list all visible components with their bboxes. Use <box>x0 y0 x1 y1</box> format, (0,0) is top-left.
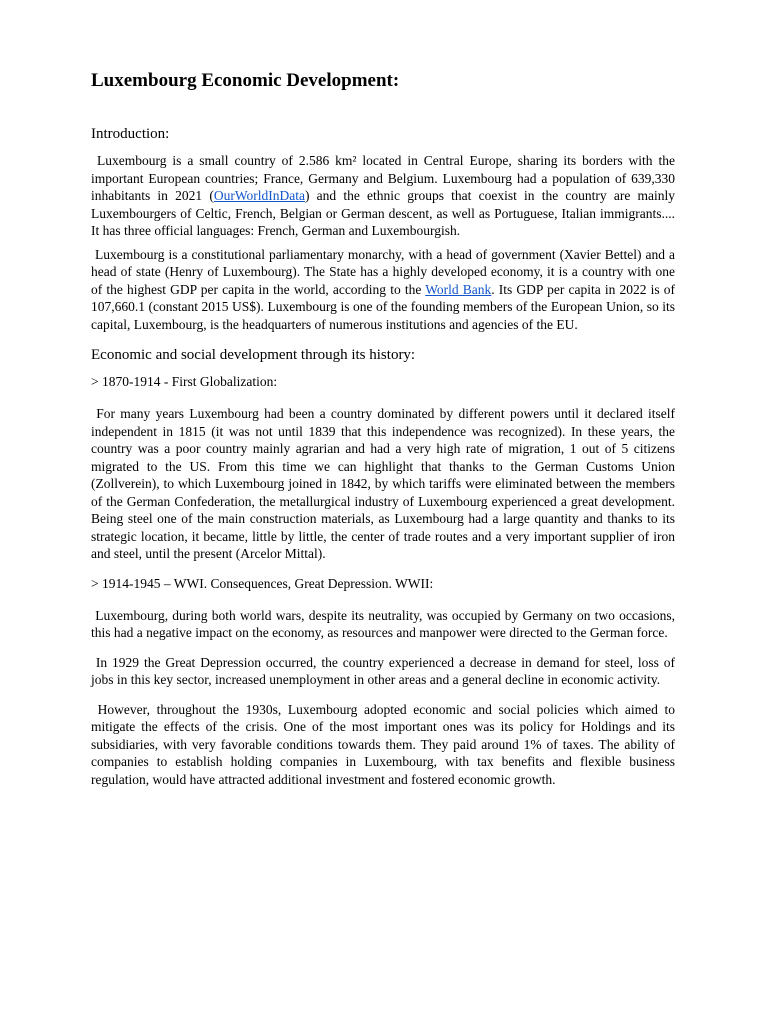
section-heading-introduction: Introduction: <box>91 126 170 142</box>
world-bank-link[interactable]: World Bank <box>425 281 492 297</box>
document-page <box>91 68 675 800</box>
ourworldindata-link[interactable]: OurWorldInData <box>213 188 305 203</box>
intro-p1-text-after: ) and the ethnic groups that coexist in the country are mainly Luxembourgers of Celtic, French, Belgian or German descent, as well as Portuguese, Italian immigrants.... It has three official languages: French, German and Luxembourgish. <box>91 188 675 238</box>
period2-paragraph-1: Luxembourg, during both world wars, despite its neutrality, was occupied by Germany on two occasions, this had a negative impact on the economy, as resources and manpower were directed to the German force. <box>91 607 675 640</box>
period-label-1914-1945: > 1914-1945 – WWI. Consequences, Great Depression. WWII: <box>91 575 434 591</box>
period-label-1870-1914: > 1870-1914 - First Globalization: <box>91 374 278 389</box>
period2-paragraph-3: However, throughout the 1930s, Luxembourg adopted economic and social policies which aimed to mitigate the effects of the crisis. One of the most important ones was its policy for Holdings and its subsidiaries, with very favorable conditions towards them. They paid around 1% of taxes. The ability of companies to establish holding companies in Luxembourg, with tax benefits and flexible business regulation, would have attracted additional investment and fostered economic growth. <box>91 701 676 787</box>
period2-paragraph-2: In 1929 the Great Depression occurred, the country experienced a decrease in demand for steel, loss of jobs in this key sector, increased unemployment in other areas and a general decline in economic activity. <box>91 654 676 687</box>
intro-paragraph-1 <box>91 152 675 240</box>
section-heading-history: Economic and social development through its history: <box>91 347 416 363</box>
document-title: Luxembourg Economic Development: <box>91 70 400 91</box>
intro-paragraph-2 <box>91 246 675 334</box>
intro-p2-text-before: Luxembourg is a constitutional parliamentary monarchy, with a head of government (Xavier Bettel) and a head of state (Henry of Luxembourg). The State has a highly developed economy, it is a country with one of the highest GDP per capita in the world, according to the <box>91 246 675 297</box>
period1-paragraph-1: For many years Luxembourg had been a country dominated by different powers until it declared itself independent in 1815 (it was not until 1839 that this independence was recognized). In these years, the country was a poor country mainly agrarian and had a very high rate of migration, 1 out of 5 citizens migrated to the US. From this time we can highlight that thanks to the German Customs Union (Zollverein), to which Luxembourg joined in 1842, by which tariffs were eliminated between the members of the German Confederation, the metallurgical industry of Luxembourg experienced a great development. Being steel one of the main construction materials, as Luxembourg had a large quantity and thanks to its strategic location, it became, little by little, the center of trade routes and a very important supplier of iron and steel, until the present (Arcelor Mittal). <box>91 406 676 561</box>
intro-p1-text-before: Luxembourg is a small country of 2.586 km² located in Central Europe, sharing its borders with the important European countries; France, Germany and Belgium. Luxembourg had a population of 639,330 inhabitants in 2021 ( <box>91 153 675 203</box>
intro-p2-text-after: . Its GDP per capita in 2022 is of 107,660.1 (constant 2015 US$). Luxembourg is one of the founding members of the European Union, so its capital, Luxembourg, is the headquarters of numerous institutions and agencies of the EU. <box>91 281 675 332</box>
